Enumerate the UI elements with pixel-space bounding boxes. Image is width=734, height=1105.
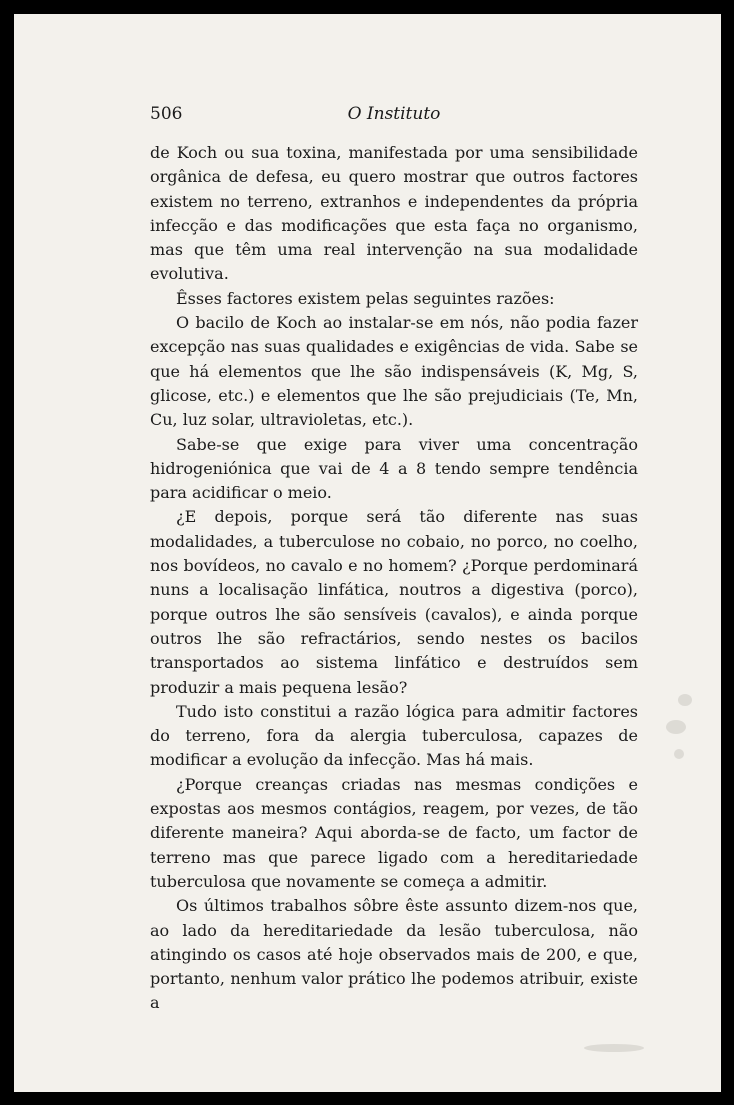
paragraph: ¿Porque creanças criadas nas mesmas condições e expostas aos mesmos contágios, reagem, por vezes, de tão diferente maneira? Aqui aborda-se de facto, um factor de terreno mas que parece ligado com a hereditariedade tuberculosa que novamente se começa a admitir. <box>150 774 638 891</box>
paragraph: Sabe-se que exige para viver uma concentração hidrogeniónica que vai de 4 a 8 tendo sempre tendência para acidificar o meio. <box>150 434 638 503</box>
paragraph: O bacilo de Koch ao instalar-se em nós, não podia fazer excepção nas suas qualidades e exigências de vida. Sabe se que há elementos que lhe são indispensáveis (K, Mg, S, glicose, etc.) e elementos que lhe são prejudiciais (Te, Mn, Cu, luz solar, ultravioletas, etc.). <box>150 313 638 430</box>
paragraph: Êsses factores existem pelas seguintes razões: <box>176 288 555 308</box>
book-page <box>14 14 721 1092</box>
page-header <box>150 104 638 130</box>
paragraph: ¿E depois, porque será tão diferente nas suas modalidades, a tuberculose no cobaio, no porco, no coelho, nos bovídeos, no cavalo e no homem? ¿Porque perdominará nuns a localisação linfática, noutros a digestiva (porco), porque outros lhe são sensíveis (cavalos), e ainda porque outros lhe são refractários, sendo nestes os bacilos transportados ao sistema linfático e destruídos sem produzir a mais pequena lesão? <box>150 507 638 697</box>
body-text <box>150 141 638 1016</box>
paragraph-continuation: de Koch ou sua toxina, manifestada por uma sensibilidade orgânica de defesa, eu quero mostrar que outros factores existem no terreno, extranhos e independentes da própria infecção e das modificações que esta faça no organismo, mas que têm uma real intervenção na sua modalidade evolutiva. <box>150 143 638 284</box>
paper-smudge <box>584 1044 644 1052</box>
paragraph: Tudo isto constitui a razão lógica para admitir factores do terreno, fora da alergia tuberculosa, capazes de modificar a evolução da infecção. Mas há mais. <box>150 701 638 770</box>
paragraph: Os últimos trabalhos sôbre êste assunto dizem-nos que, ao lado da hereditariedade da lesão tuberculosa, não atingindo os casos até hoje observados mais de 200, e que, portanto, nenhum valor prático lhe podemos atribuir, existe a <box>150 896 638 1013</box>
paper-smudge <box>678 694 692 706</box>
page-number: 506 <box>150 104 183 124</box>
running-title: O Instituto <box>347 104 441 124</box>
paper-smudge <box>666 720 686 734</box>
paper-smudge <box>674 749 684 759</box>
